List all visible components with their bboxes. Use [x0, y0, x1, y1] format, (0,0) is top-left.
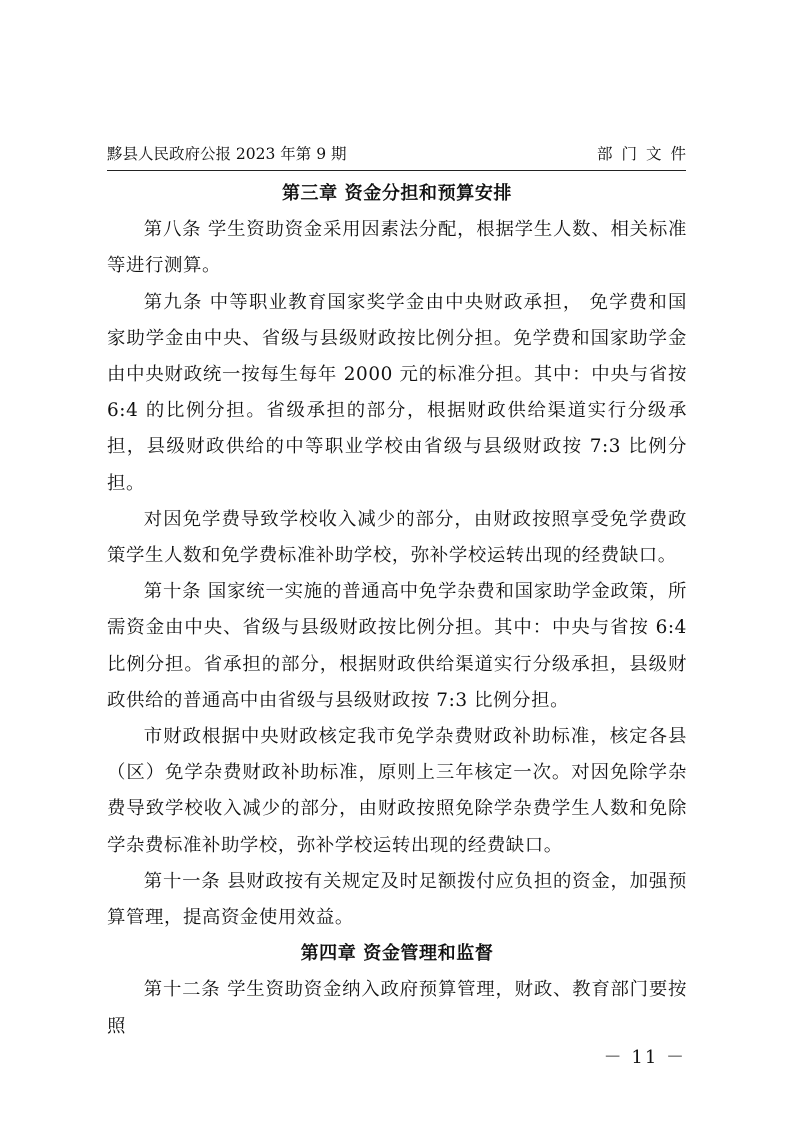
section-label: 部门文件: [596, 145, 695, 163]
article-11-paragraph: 第十一条 县财政按有关规定及时足额拨付应负担的资金，加强预算管理，提高资金使用效益。: [107, 870, 687, 929]
city-subsidy-paragraph: 市财政根据中央财政核定我市免学杂费财政补助标准，核定各县（区）免学杂费财政补助标准，原则上三年核定一次。对因免除学杂费导致学校收入减少的部分，由财政按照免除学杂费学生人数和免除学杂费标准补助学校，弥补学校运转出现的经费缺口。: [107, 726, 687, 856]
article-10-paragraph: 第十条 国家统一实施的普通高中免学杂费和国家助学金政策，所需资金由中央、省级与县级财政按比例分担。其中：中央与省按 6:4 比例分担。省承担的部分，根据财政供给渠道实行分级承担，县级财政供给的普通高中由省级与县级财政按 7:3 比例分担。: [107, 581, 687, 711]
article-8-paragraph: 第八条 学生资助资金采用因素法分配，根据学生人数、相关标准等进行测算。: [107, 219, 687, 277]
page-number: － 11 －: [603, 1047, 686, 1068]
document-body: [107, 176, 687, 1045]
header-divider: [107, 170, 686, 171]
tuition-compensation-paragraph: 对因免学费导致学校收入减少的部分，由财政按照享受免学费政策学生人数和免学费标准补助学校，弥补学校运转出现的经费缺口。: [107, 508, 687, 567]
chapter-heading-4: 第四章 资金管理和监督: [300, 943, 494, 965]
chapter-heading-3: 第三章 资金分担和预算安排: [281, 183, 513, 204]
article-9-paragraph: 第九条 中等职业教育国家奖学金由中央财政承担， 免学费和国家助学金由中央、省级与县级财政按比例分担。免学费和国家助学金由中央财政统一按每生每年 2000 元的标准分担。其中：中央与省按 6:4 的比例分担。省级承担的部分，根据财政供给渠道实行分级承担，县级财政供给的中等职业学校由省级与县级财政按 7:3 比例分担。: [107, 291, 687, 494]
page-header: [107, 140, 695, 168]
article-12-paragraph: 第十二条 学生资助资金纳入政府预算管理，财政、教育部门要按照: [107, 979, 687, 1037]
publication-title: 黟县人民政府公报 2023 年第 9 期: [107, 145, 347, 163]
